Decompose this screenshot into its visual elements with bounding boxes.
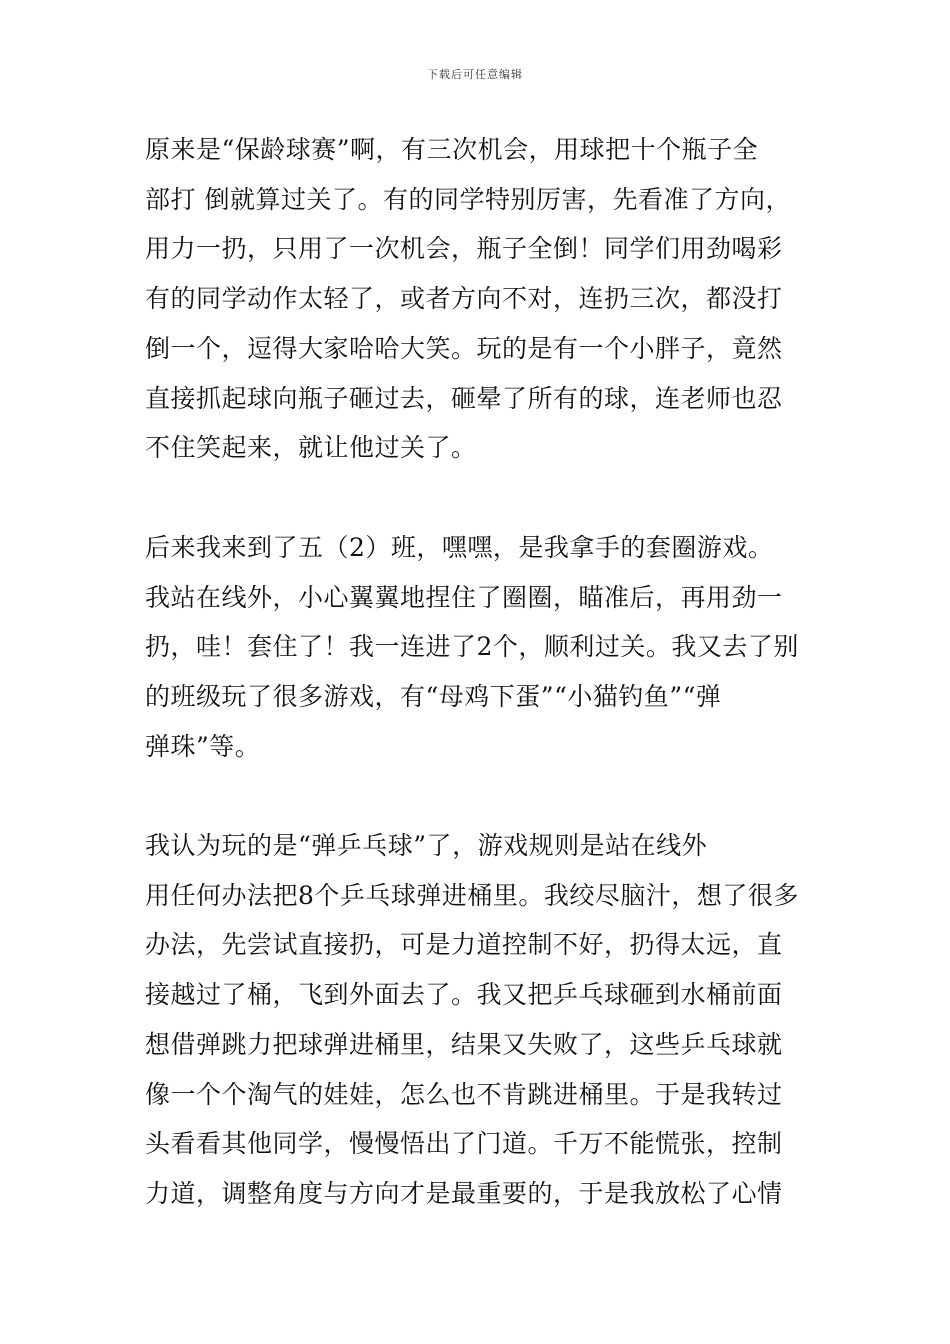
paragraph-3-line-1: 我认为玩的是“弹乒乓球”了，游戏规则是站在线外 [145,831,708,860]
paragraph-1-line-2: 部打 倒就算过关了。有的同学特别厉害，先看准了方向， [145,185,791,214]
paragraph-3-line-6: 像一个个淘气的娃娃，怎么也不肯跳进桶里。于是我转过 [145,1080,783,1109]
paragraph-3-line-5: 想借弹跳力把球弹进桶里，结果又失败了，这些乒乓球就 [145,1030,783,1059]
paragraph-3-line-2: 用任何办法把8个乒乓球弹进桶里。我绞尽脑汁，想了很多 [145,881,799,910]
paragraph-2-line-5: 弹珠”等。 [145,732,261,761]
paragraph-1-line-6: 直接抓起球向瓶子砸过去，砸晕了所有的球，连老师也忍 [145,384,783,413]
paragraph-1-line-1: 原来是“保龄球赛”啊，有三次机会，用球把十个瓶子全 [145,135,759,164]
paragraph-3-line-8: 力道，调整角度与方向才是最重要的，于是我放松了心情 [145,1179,783,1208]
paragraph-1-line-5: 倒一个，逗得大家哈哈大笑。玩的是有一个小胖子，竟然 [145,334,783,363]
paragraph-3-line-4: 接越过了桶，飞到外面去了。我又把乒乓球砸到水桶前面 [145,980,783,1009]
paragraph-2-line-4: 的班级玩了很多游戏，有“母鸡下蛋”“小猫钓鱼”“弹 [145,682,722,711]
paragraph-3-line-3: 办法，先尝试直接扔，可是力道控制不好，扔得太远，直 [145,930,783,959]
paragraph-1-line-4: 有的同学动作太轻了，或者方向不对，连扔三次，都没打 [145,284,783,313]
header-note: 下载后可任意编辑 [427,68,523,81]
paragraph-1-line-3: 用力一扔，只用了一次机会，瓶子全倒！同学们用劲喝彩 [145,234,783,263]
paragraph-1-line-7: 不住笑起来，就让他过关了。 [145,433,477,462]
paragraph-2-line-2: 我站在线外，小心翼翼地捏住了圈圈，瞄准后，再用劲一 [145,583,783,612]
paragraph-3-line-7: 头看看其他同学，慢慢悟出了门道。千万不能慌张，控制 [145,1129,783,1158]
paragraph-2-line-1: 后来我来到了五（2）班，嘿嘿，是我拿手的套圈游戏。 [145,533,774,562]
paragraph-2-line-3: 扔，哇！套住了！我一连进了2个，顺利过关。我又去了别 [145,632,799,661]
